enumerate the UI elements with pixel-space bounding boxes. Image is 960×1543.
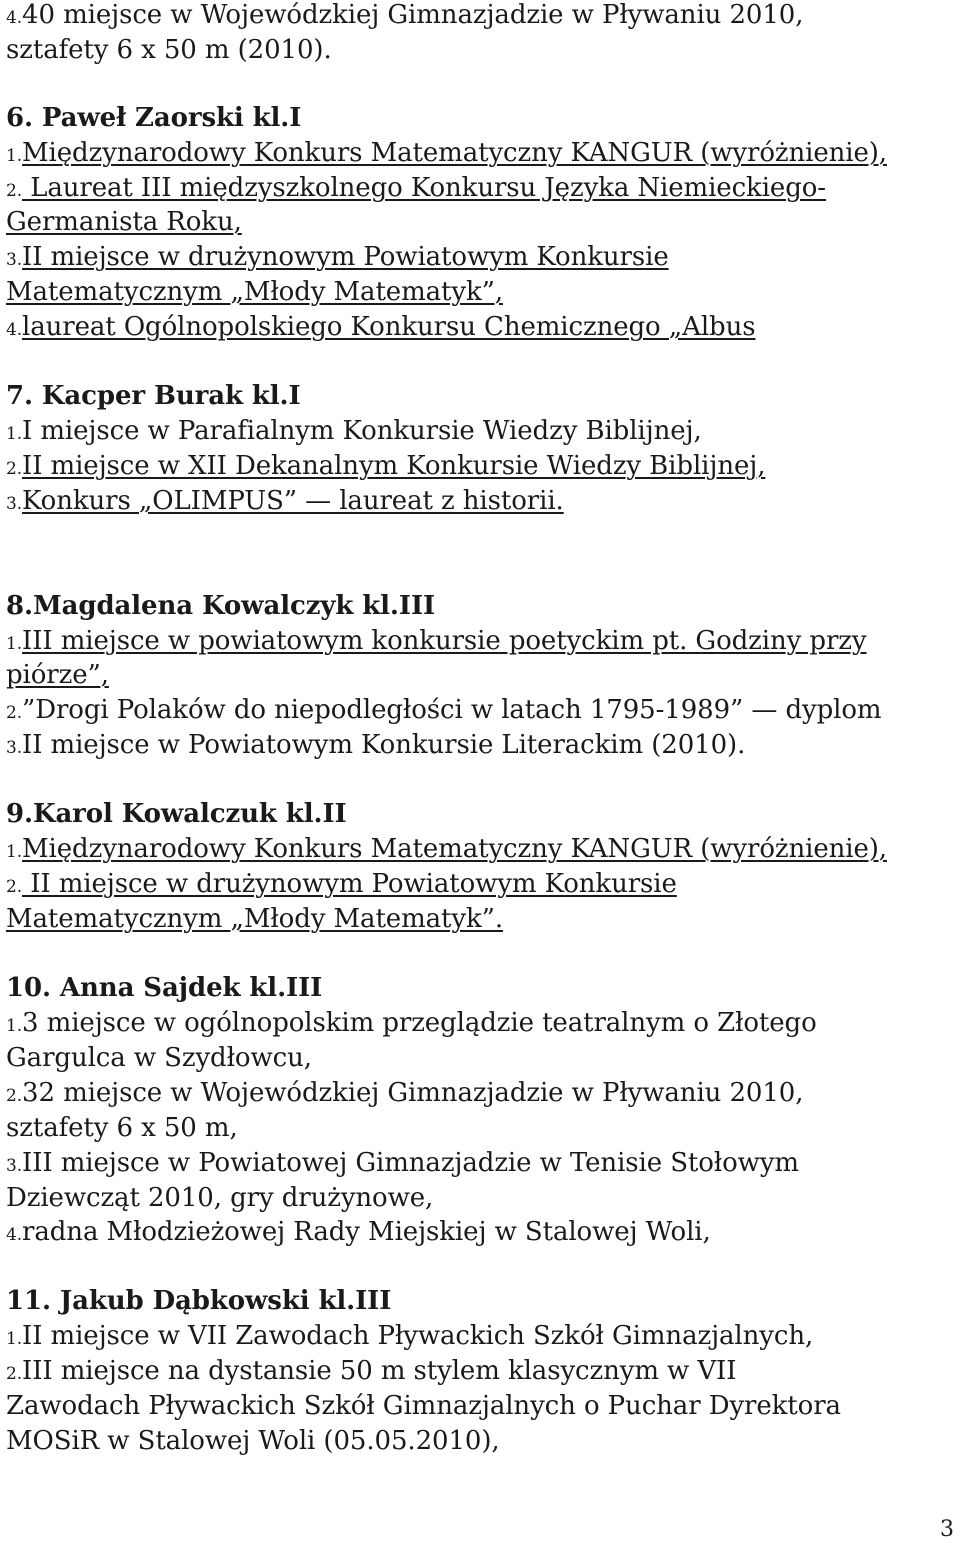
list-item <box>6 449 765 486</box>
list-item <box>6 1319 813 1356</box>
item-number: 3. <box>6 494 23 514</box>
list-item <box>6 136 887 173</box>
list-item <box>6 0 803 35</box>
item-number: 4. <box>6 1225 23 1245</box>
list-item-continuation <box>6 658 109 692</box>
list-item <box>6 1006 817 1043</box>
item-text: Matematycznym „Młody Matematyk”, <box>6 277 503 307</box>
item-number: 2. <box>6 1364 23 1384</box>
list-item <box>6 1215 711 1252</box>
list-item <box>6 693 881 730</box>
item-text: laureat Ogólnopolskiego Konkursu Chemicznego „Albus <box>22 312 756 342</box>
section-heading: 6. Paweł Zaorski kl.I <box>6 103 302 133</box>
list-item-continuation <box>6 1389 841 1423</box>
item-text: Laureat III międzyszkolnego Konkursu Języka Niemieckiego- <box>22 173 826 203</box>
item-number: 1. <box>6 1016 23 1036</box>
item-number: 1. <box>6 842 23 862</box>
item-number: 1. <box>6 424 23 444</box>
item-number: 3. <box>6 738 23 758</box>
item-text: 32 miejsce w Wojewódzkiej Gimnazjadzie w Pływaniu 2010, <box>22 1078 804 1108</box>
item-number: 2. <box>6 1086 23 1106</box>
item-text: Międzynarodowy Konkurs Matematyczny KANGUR (wyróżnienie), <box>22 138 887 168</box>
item-text: radna Młodzieżowej Rady Miejskiej w Stalowej Woli, <box>22 1217 711 1247</box>
item-text: ”Drogi Polaków do niepodległości w latach 1795-1989” — dyplom <box>22 695 882 725</box>
list-item <box>6 171 826 208</box>
list-item <box>6 414 702 451</box>
item-number: 1. <box>6 634 23 654</box>
item-text: piórze”, <box>6 660 109 690</box>
list-item-continuation <box>6 902 503 936</box>
item-text: Zawodach Pływackich Szkół Gimnazjalnych o Puchar Dyrektora <box>6 1391 841 1421</box>
item-text: sztafety 6 x 50 m, <box>6 1113 238 1143</box>
item-number: 2. <box>6 877 23 897</box>
list-item <box>6 832 887 869</box>
item-number: 1. <box>6 146 23 166</box>
list-item-continuation <box>6 205 242 239</box>
section-heading: 8.Magdalena Kowalczyk kl.III <box>6 591 436 621</box>
list-item-continuation <box>6 33 332 67</box>
item-number: 2. <box>6 703 23 723</box>
section-heading: 10. Anna Sajdek kl.III <box>6 973 323 1003</box>
item-number: 3. <box>6 1156 23 1176</box>
item-text: II miejsce w XII Dekanalnym Konkursie Wiedzy Biblijnej, <box>22 451 766 481</box>
list-item <box>6 867 677 904</box>
item-number: 2. <box>6 459 23 479</box>
list-item-continuation <box>6 1111 238 1145</box>
list-item-continuation <box>6 1181 433 1215</box>
item-number: 2. <box>6 181 23 201</box>
item-number: 1. <box>6 1329 23 1349</box>
list-item <box>6 310 755 347</box>
item-text: Matematycznym „Młody Matematyk”. <box>6 904 503 934</box>
item-text: III miejsce w Powiatowej Gimnazjadzie w Tenisie Stołowym <box>22 1148 799 1178</box>
section-heading: 11. Jakub Dąbkowski kl.III <box>6 1286 392 1316</box>
item-text: 3 miejsce w ogólnopolskim przeglądzie teatralnym o Złotego <box>22 1008 817 1038</box>
item-text: MOSiR w Stalowej Woli (05.05.2010), <box>6 1426 500 1456</box>
item-text: II miejsce w Powiatowym Konkursie Literackim (2010). <box>22 730 746 760</box>
item-text: Dziewcząt 2010, gry drużynowe, <box>6 1183 434 1213</box>
item-text: sztafety 6 x 50 m (2010). <box>6 35 332 65</box>
item-text: Międzynarodowy Konkurs Matematyczny KANGUR (wyróżnienie), <box>22 834 887 864</box>
list-item <box>6 484 564 521</box>
item-number: 4. <box>6 8 23 28</box>
item-text: Gargulca w Szydłowcu, <box>6 1043 312 1073</box>
item-text: III miejsce na dystansie 50 m stylem klasycznym w VII <box>22 1356 737 1386</box>
list-item-continuation <box>6 1424 500 1458</box>
list-item <box>6 1354 736 1391</box>
list-item-continuation <box>6 275 503 309</box>
list-item <box>6 624 866 661</box>
item-number: 3. <box>6 250 23 270</box>
section-heading: 9.Karol Kowalczuk kl.II <box>6 799 347 829</box>
item-text: II miejsce w drużynowym Powiatowym Konkursie <box>22 242 669 272</box>
page-number: 3 <box>940 1517 954 1542</box>
item-text: Germanista Roku, <box>6 207 242 237</box>
list-item-continuation <box>6 1041 312 1075</box>
item-text: I miejsce w Parafialnym Konkursie Wiedzy Biblijnej, <box>22 416 702 446</box>
section-heading: 7. Kacper Burak kl.I <box>6 381 301 411</box>
item-text: III miejsce w powiatowym konkursie poetyckim pt. Godziny przy <box>22 626 867 656</box>
item-text: II miejsce w VII Zawodach Pływackich Szkół Gimnazjalnych, <box>22 1321 814 1351</box>
list-item <box>6 1076 803 1113</box>
list-item <box>6 1146 799 1183</box>
item-text: II miejsce w drużynowym Powiatowym Konkursie <box>22 869 677 899</box>
list-item <box>6 240 669 277</box>
item-text: Konkurs „OLIMPUS” — laureat z historii. <box>22 486 564 516</box>
item-text: 40 miejsce w Wojewódzkiej Gimnazjadzie w Pływaniu 2010, <box>22 0 804 30</box>
list-item <box>6 728 745 765</box>
item-number: 4. <box>6 320 23 340</box>
